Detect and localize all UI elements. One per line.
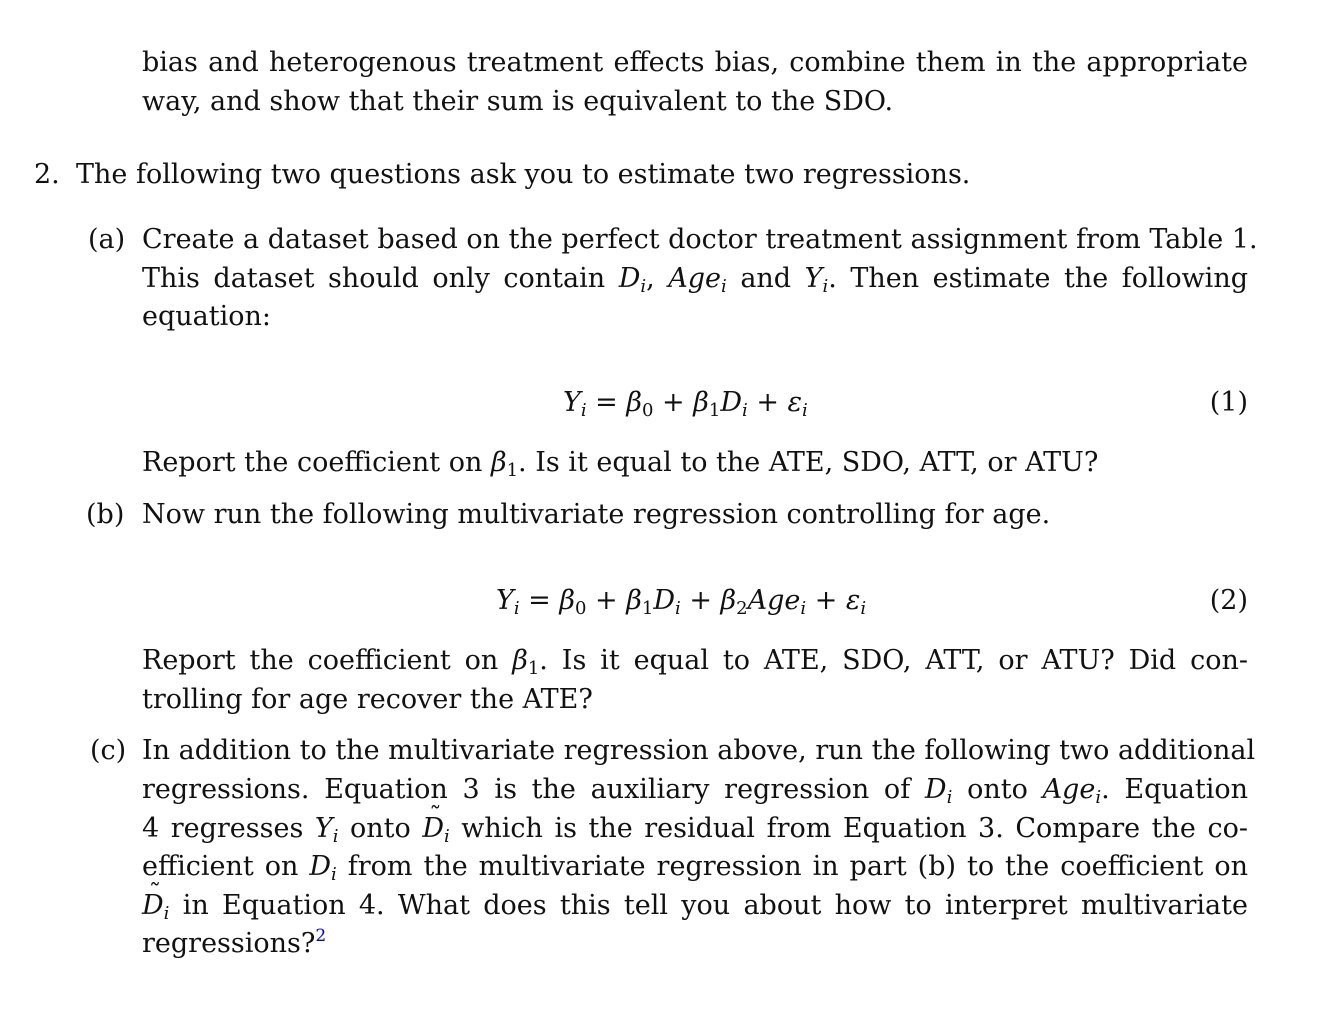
- part-c-line-1: In addition to the multivariate regression above, run the following two additional: [142, 735, 1256, 766]
- equation-1: $Y_i = \beta_0 + \beta_1D_i + \varepsilon_i$: [563, 387, 808, 421]
- part-c-line-5: ˜ $D_i$ in Equation 4. What does this tell you about how to interpret multivariate: [142, 889, 1248, 923]
- part-c-label: (c): [90, 735, 127, 766]
- part-b-report: Report the coefficient on $\beta_1$. Is it equal to ATE, SDO, ATT, or ATU? Did con-: [142, 645, 1248, 679]
- part-a-line-2: This dataset should only contain $D_i$, Age$_i$ and $Y_i$. Then estimate the following: [142, 263, 1248, 297]
- equation-1-number: (1): [1209, 387, 1248, 418]
- intro-line-2: way, and show that their sum is equivalent to the SDO.: [142, 86, 894, 117]
- part-c-line-2: regressions. Equation 3 is the auxiliary regression of $D_i$ onto Age$_i$. Equation: [142, 774, 1249, 808]
- part-c-line-4: efficient on $D_i$ from the multivariate regression in part (b) to the coefficient on: [142, 851, 1248, 885]
- intro-line-1: bias and heterogenous treatment effects bias, combine them in the appropriate: [142, 47, 1248, 78]
- question-2-text: The following two questions ask you to estimate two regressions.: [76, 159, 971, 190]
- footnote-link[interactable]: 2: [315, 926, 327, 946]
- part-a-line-1: Create a dataset based on the perfect doctor treatment assignment from Table 1.: [142, 224, 1258, 255]
- part-a-line-3: equation:: [142, 301, 271, 332]
- equation-2: $Y_i = \beta_0 + \beta_1D_i + \beta_2Age_i + \varepsilon_i$: [496, 585, 867, 619]
- part-b-line-1: Now run the following multivariate regression controlling for age.: [142, 499, 1051, 530]
- part-c-line-3: 4 regresses $Y_i$ onto ˜ $D_i$ which is the residual from Equation 3. Compare the co-: [142, 812, 1248, 846]
- part-b-label: (b): [86, 499, 125, 530]
- part-b-line-3: trolling for age recover the ATE?: [142, 684, 593, 715]
- part-c-line-6: regressions?$^2$: [142, 926, 327, 959]
- part-a-report: Report the coefficient on $\beta_1$. Is it equal to the ATE, SDO, ATT, or ATU?: [142, 447, 1099, 481]
- part-a-label: (a): [88, 224, 126, 255]
- question-2-number: 2.: [34, 159, 60, 190]
- equation-2-number: (2): [1209, 585, 1248, 616]
